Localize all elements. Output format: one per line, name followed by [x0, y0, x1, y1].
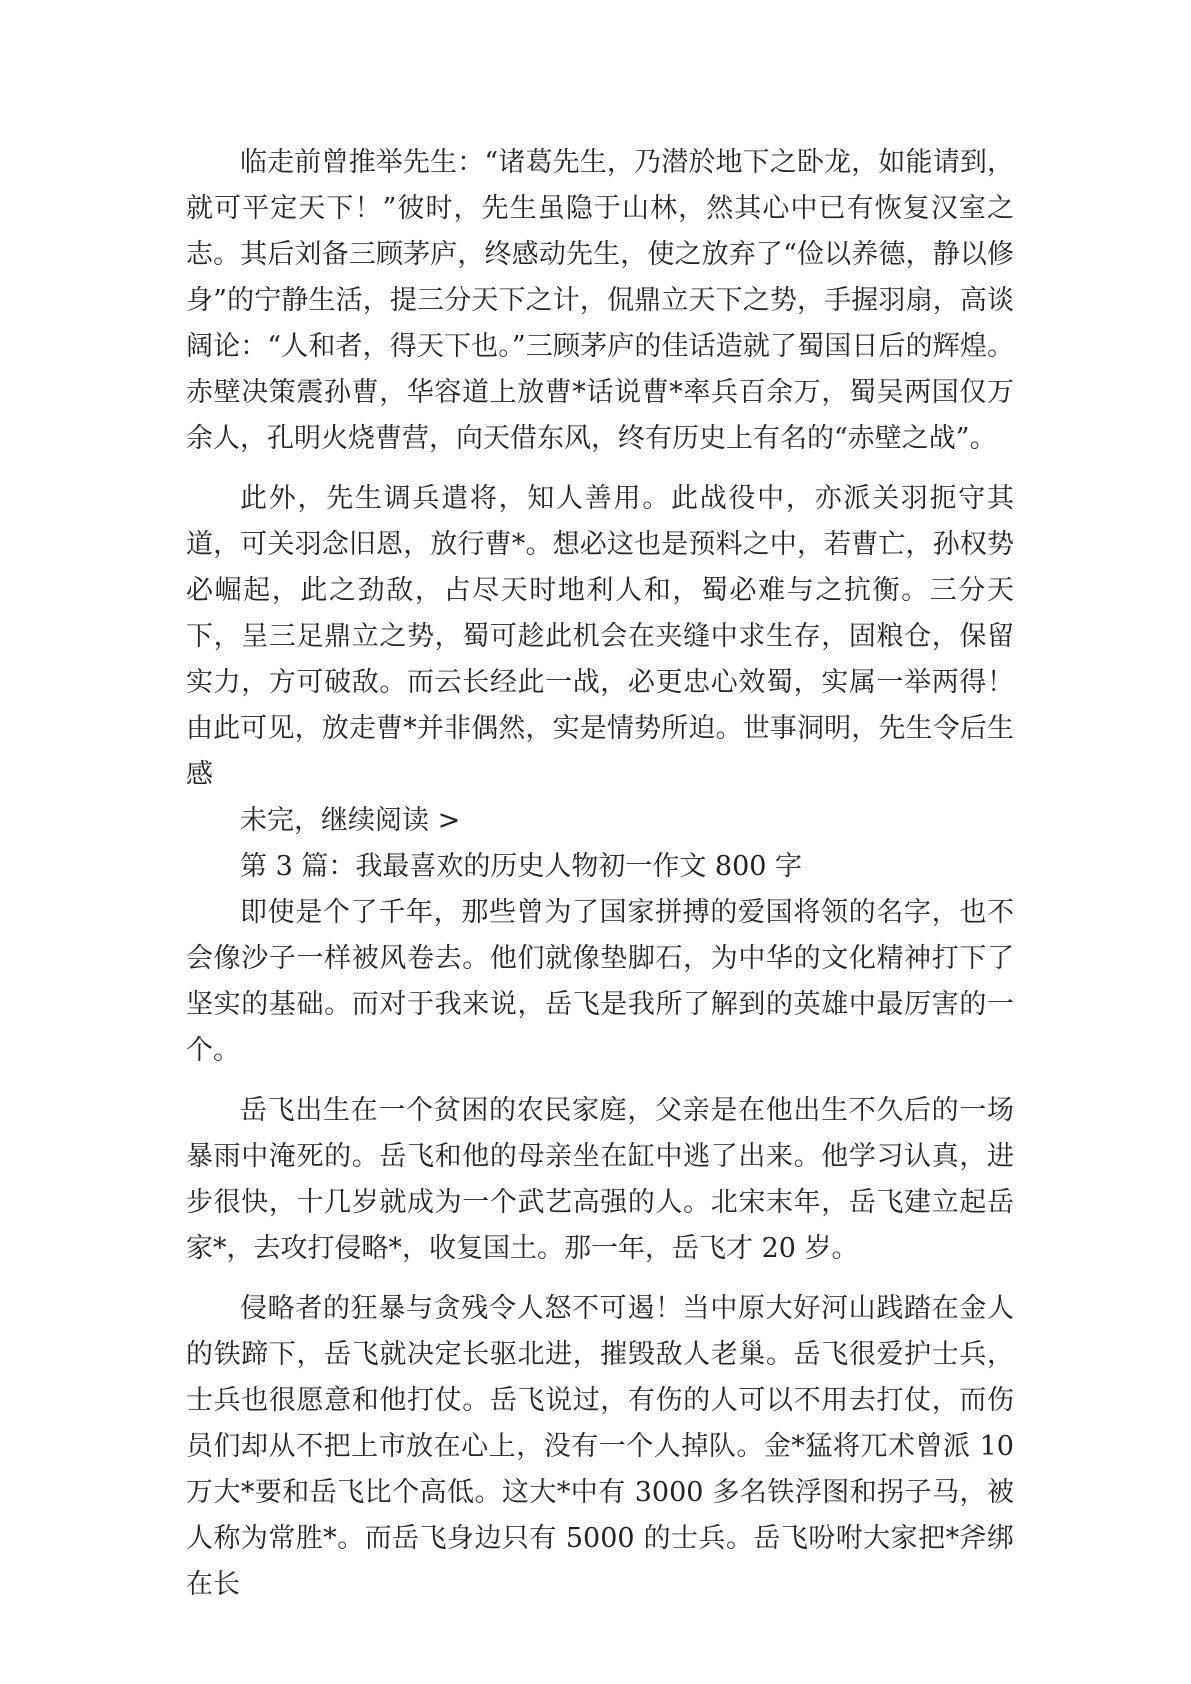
paragraph-gap	[186, 1074, 1014, 1088]
document-page	[186, 140, 1014, 1600]
article-heading: 第 3 篇：我最喜欢的历史人物初一作文 800 字	[240, 851, 803, 882]
paragraph-yuefei-battle: 侵略者的狂暴与贪残令人怒不可遏！当中原大好河山践踏在金人的铁蹄下，岳飞就决定长驱北进，摧毁敌人老巢。岳飞很爱护士兵，士兵也很愿意和他打仗。岳飞说过，有伤的人可以不用去打仗，而伤员们却从不把上市放在心上，没有一个人掉队。金*猛将兀术曾派 10万大*要和岳飞比个高低。这大*中有 3000 多名铁浮图和拐子马，被人称为常胜*。而岳飞身边只有 5000 的士兵。岳飞吩咐大家把*斧绑在长	[186, 1293, 1014, 1600]
continue-reading-link[interactable]: 未完，继续阅读 >	[240, 805, 461, 836]
paragraph-gap	[186, 462, 1014, 476]
paragraph-gap	[186, 1272, 1014, 1286]
paragraph-yuefei-intro: 即使是个了千年，那些曾为了国家拼搏的爱国将领的名字，也不会像沙子一样被风卷去。他们就像垫脚石，为中华的文化精神打下了坚实的基础。而对于我来说，岳飞是我所了解到的英雄中最厉害的一个。	[186, 897, 1014, 1066]
paragraph-huarong-road: 此外，先生调兵遣将，知人善用。此战役中，亦派关羽扼守其道，可关羽念旧恩，放行曹*。想必这也是预料之中，若曹亡，孙权势必崛起，此之劲敌，占尽天时地利人和，蜀必难与之抗衡。三分天下，呈三足鼎立之势，蜀可趁此机会在夹缝中求生存，固粮仓，保留实力，方可破敌。而云长经此一战，必更忠心效蜀，实属一举两得！由此可见，放走曹*并非偶然，实是情势所迫。世事洞明，先生令后生感	[186, 483, 1014, 790]
paragraph-yuefei-childhood: 岳飞出生在一个贫困的农民家庭，父亲是在他出生不久后的一场暴雨中淹死的。岳飞和他的母亲坐在缸中逃了出来。他学习认真，进步很快，十几岁就成为一个武艺高强的人。北宋末年，岳飞建立起岳家*，去攻打侵略*，收复国土。那一年，岳飞才 20 岁。	[186, 1095, 1014, 1264]
paragraph-zhuge-recommendation: 临走前曾推举先生：“诸葛先生，乃潜於地下之卧龙，如能请到，就可平定天下！”彼时，先生虽隐于山林，然其心中已有恢复汉室之志。其后刘备三顾茅庐，终感动先生，使之放弃了“俭以养德，静以修身”的宁静生活，提三分天下之计，侃鼎立天下之势，手握羽扇，高谈阔论：“人和者，得天下也。”三顾茅庐的佳话造就了蜀国日后的辉煌。赤壁决策震孙曹，华容道上放曹*话说曹*率兵百余万，蜀吴两国仅万余人，孔明火烧曹营，向天借东风，终有历史上有名的“赤壁之战”。	[186, 147, 1014, 454]
